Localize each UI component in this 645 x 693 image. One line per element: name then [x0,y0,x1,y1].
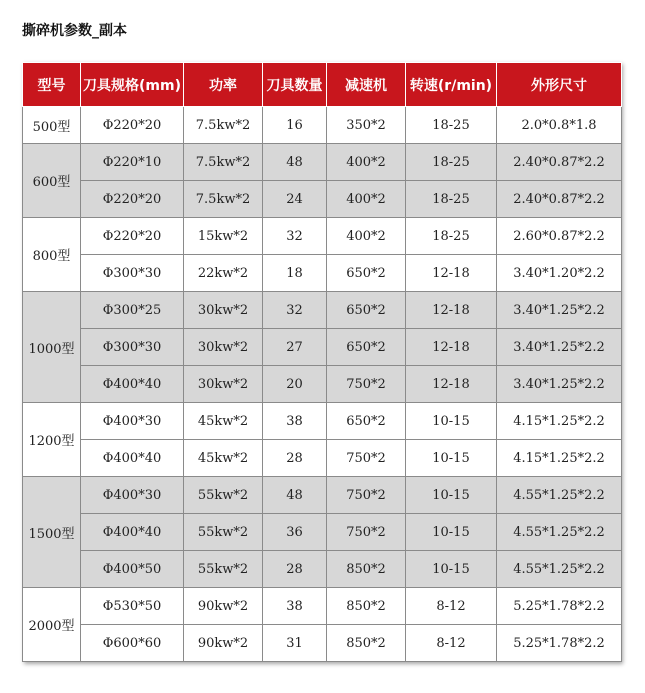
cell-reducer: 400*2 [327,181,406,218]
cell-reducer: 650*2 [327,292,406,329]
cell-speed: 18-25 [406,144,497,181]
cell-dimensions: 5.25*1.78*2.2 [497,588,622,625]
cell-blade-spec: Φ400*50 [81,551,184,588]
cell-blade-count: 28 [263,440,327,477]
page-title: 撕碎机参数_副本 [22,23,127,39]
cell-speed: 12-18 [406,255,497,292]
cell-reducer: 400*2 [327,218,406,255]
cell-power: 55kw*2 [184,477,263,514]
cell-model: 1200型 [23,403,81,477]
cell-model: 1500型 [23,477,81,588]
cell-speed: 10-15 [406,477,497,514]
header-model: 型号 [23,63,81,107]
cell-dimensions: 3.40*1.20*2.2 [497,255,622,292]
cell-speed: 18-25 [406,218,497,255]
header-power: 功率 [184,63,263,107]
table-row [23,625,622,662]
table-row [23,329,622,366]
cell-speed: 12-18 [406,366,497,403]
cell-blade-spec: Φ400*30 [81,403,184,440]
cell-blade-count: 38 [263,403,327,440]
cell-power: 30kw*2 [184,329,263,366]
cell-blade-count: 28 [263,551,327,588]
table-row [23,403,622,440]
cell-blade-count: 38 [263,588,327,625]
cell-power: 7.5kw*2 [184,107,263,144]
cell-reducer: 650*2 [327,255,406,292]
cell-blade-count: 36 [263,514,327,551]
cell-dimensions: 2.60*0.87*2.2 [497,218,622,255]
cell-reducer: 850*2 [327,551,406,588]
table-row [23,218,622,255]
cell-reducer: 750*2 [327,440,406,477]
cell-speed: 10-15 [406,551,497,588]
cell-blade-spec: Φ530*50 [81,588,184,625]
spec-table-container [22,62,621,662]
cell-blade-spec: Φ220*20 [81,218,184,255]
cell-model: 800型 [23,218,81,292]
header-blade-spec: 刀具规格(mm) [81,63,184,107]
table-row [23,514,622,551]
cell-speed: 12-18 [406,329,497,366]
cell-blade-count: 31 [263,625,327,662]
table-row [23,144,622,181]
cell-dimensions: 4.55*1.25*2.2 [497,514,622,551]
cell-power: 45kw*2 [184,440,263,477]
cell-dimensions: 3.40*1.25*2.2 [497,366,622,403]
table-row [23,292,622,329]
table-row [23,588,622,625]
cell-reducer: 850*2 [327,625,406,662]
cell-blade-spec: Φ220*20 [81,107,184,144]
cell-power: 22kw*2 [184,255,263,292]
cell-reducer: 350*2 [327,107,406,144]
cell-speed: 8-12 [406,588,497,625]
cell-model: 1000型 [23,292,81,403]
cell-speed: 10-15 [406,403,497,440]
cell-blade-count: 24 [263,181,327,218]
cell-dimensions: 5.25*1.78*2.2 [497,625,622,662]
table-row [23,477,622,514]
cell-blade-count: 32 [263,292,327,329]
table-row [23,440,622,477]
cell-power: 30kw*2 [184,292,263,329]
cell-dimensions: 2.0*0.8*1.8 [497,107,622,144]
cell-model: 500型 [23,107,81,144]
spec-table [22,62,622,662]
cell-power: 7.5kw*2 [184,144,263,181]
cell-speed: 8-12 [406,625,497,662]
table-row [23,181,622,218]
cell-model: 2000型 [23,588,81,662]
cell-reducer: 750*2 [327,514,406,551]
cell-dimensions: 4.15*1.25*2.2 [497,403,622,440]
cell-blade-spec: Φ300*25 [81,292,184,329]
cell-speed: 18-25 [406,107,497,144]
cell-speed: 10-15 [406,440,497,477]
table-header-row [23,63,622,107]
cell-blade-spec: Φ400*40 [81,514,184,551]
cell-blade-spec: Φ300*30 [81,255,184,292]
cell-speed: 10-15 [406,514,497,551]
cell-dimensions: 4.15*1.25*2.2 [497,440,622,477]
cell-power: 55kw*2 [184,514,263,551]
cell-blade-count: 32 [263,218,327,255]
cell-dimensions: 4.55*1.25*2.2 [497,477,622,514]
cell-blade-count: 20 [263,366,327,403]
table-row [23,107,622,144]
cell-blade-spec: Φ400*30 [81,477,184,514]
cell-power: 55kw*2 [184,551,263,588]
table-row [23,366,622,403]
cell-blade-count: 48 [263,144,327,181]
cell-reducer: 400*2 [327,144,406,181]
cell-power: 7.5kw*2 [184,181,263,218]
table-body [23,107,622,662]
cell-model: 600型 [23,144,81,218]
cell-blade-spec: Φ400*40 [81,440,184,477]
header-reducer: 减速机 [327,63,406,107]
cell-dimensions: 2.40*0.87*2.2 [497,181,622,218]
header-blade-count: 刀具数量 [263,63,327,107]
cell-blade-count: 18 [263,255,327,292]
cell-power: 90kw*2 [184,588,263,625]
cell-power: 90kw*2 [184,625,263,662]
cell-blade-spec: Φ220*20 [81,181,184,218]
cell-blade-spec: Φ600*60 [81,625,184,662]
cell-blade-spec: Φ220*10 [81,144,184,181]
table-row [23,255,622,292]
table-row [23,551,622,588]
cell-blade-count: 48 [263,477,327,514]
cell-blade-count: 27 [263,329,327,366]
cell-power: 45kw*2 [184,403,263,440]
cell-blade-spec: Φ300*30 [81,329,184,366]
cell-speed: 12-18 [406,292,497,329]
cell-reducer: 650*2 [327,329,406,366]
cell-speed: 18-25 [406,181,497,218]
cell-power: 30kw*2 [184,366,263,403]
cell-reducer: 650*2 [327,403,406,440]
cell-blade-spec: Φ400*40 [81,366,184,403]
cell-dimensions: 4.55*1.25*2.2 [497,551,622,588]
cell-dimensions: 3.40*1.25*2.2 [497,292,622,329]
header-dimensions: 外形尺寸 [497,63,622,107]
cell-dimensions: 3.40*1.25*2.2 [497,329,622,366]
cell-reducer: 850*2 [327,588,406,625]
cell-dimensions: 2.40*0.87*2.2 [497,144,622,181]
cell-power: 15kw*2 [184,218,263,255]
cell-blade-count: 16 [263,107,327,144]
cell-reducer: 750*2 [327,366,406,403]
header-speed: 转速(r/min) [406,63,497,107]
cell-reducer: 750*2 [327,477,406,514]
